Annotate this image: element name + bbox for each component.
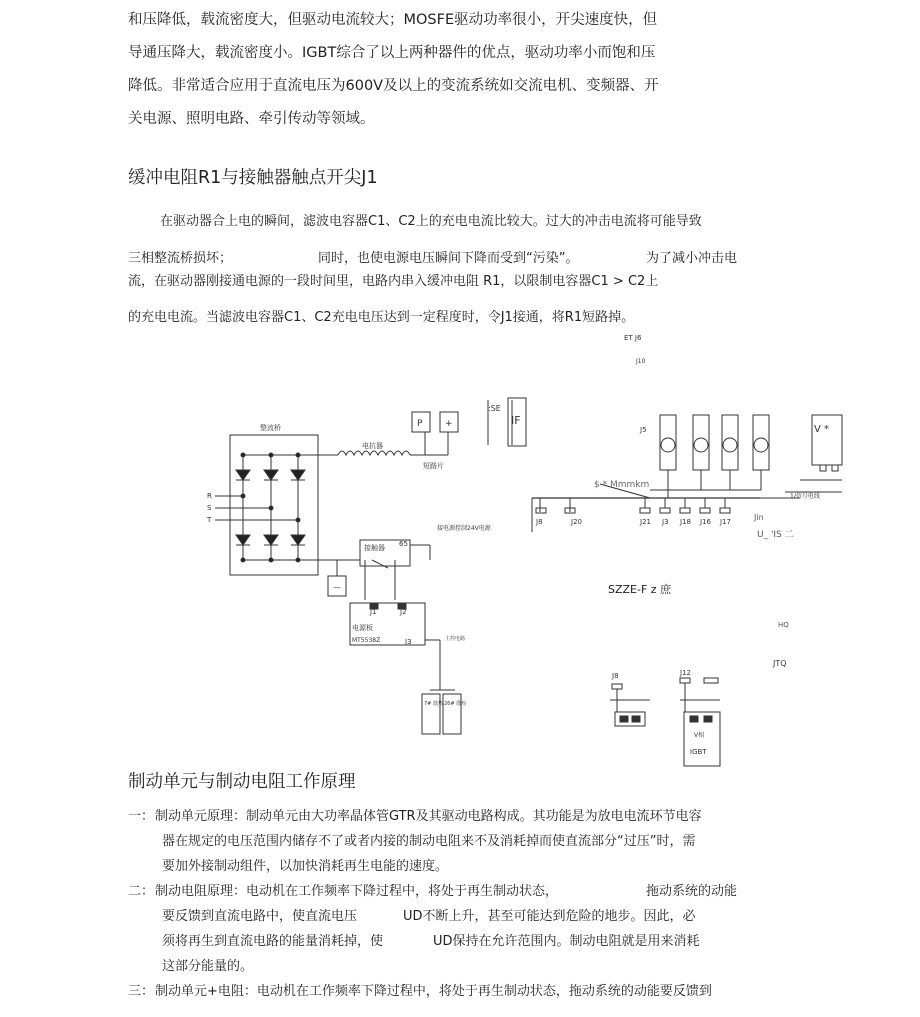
label-side-text: 主控电路	[445, 636, 466, 642]
list-item-3-label: 三：	[128, 984, 155, 999]
list-item-2-line-2b: UD不断上升，甚至可能达到危险的地步。因此，必	[403, 909, 696, 924]
intro-line-3: 降低。非常适合应用于直流电压为600V及以上的变流系统如交流电机、变频器、开	[128, 78, 659, 94]
label-if: IF	[511, 414, 521, 427]
label-fan1: 7# 散热	[424, 701, 443, 707]
label-p: P	[417, 419, 423, 429]
fan-1	[422, 694, 440, 734]
section1-title: 缓冲电阻R1与接触器触点开尖J1	[128, 168, 378, 188]
fan-2	[443, 694, 461, 734]
label-fan2: 26# 散热	[444, 701, 467, 707]
label-minus: —	[333, 583, 341, 592]
section1-para-line-2a: 三相整流桥损坏；	[128, 251, 233, 266]
intro-line-4: 关电源、照明电路、牵引传动等领域。	[128, 111, 375, 127]
igbt-module	[684, 712, 720, 766]
label-hq: HQ	[778, 621, 789, 629]
label-j1: J1	[370, 608, 377, 616]
list-item-1-line-2: 器在规定的电压范围内储存不了或者内接的制动电阻来不及消耗掉而使直流部分“过压”时，需	[162, 834, 696, 849]
label-j8a: J8	[536, 518, 543, 526]
label-jin: Jin	[754, 513, 764, 522]
label-igbt: IGBT	[690, 748, 707, 756]
list-item-1-line-1: 制动单元原理：制动单元由大功率晶体管GTR及其驱动电路构成。其功能是为放电电流环节电容	[155, 809, 702, 824]
label-j12: J12	[680, 669, 691, 677]
label-rectifier: 整流桥	[260, 424, 281, 432]
label-j2: J2	[400, 608, 407, 616]
label-et-j6: ET J6	[624, 334, 642, 342]
label-s: S	[207, 504, 212, 512]
list-item-2-line-3b: UD保持在允许范围内。制动电阻就是用来消耗	[433, 934, 700, 949]
section2-title: 制动单元与制动电阻工作原理	[128, 772, 356, 792]
reactor-coil	[338, 451, 410, 455]
section1-para-line-3: 流，在驱动器刚接通电源的一段时间里，电路内串入缓冲电阻 R1，以限制电容器C1 > C2上	[128, 274, 659, 289]
list-item-2-label: 二：	[128, 884, 155, 899]
label-plus: +	[445, 419, 453, 429]
label-j17: J17	[720, 518, 731, 526]
label-r: R	[207, 492, 212, 500]
label-jtq: JTQ	[773, 659, 787, 668]
label-vboard: V相	[694, 732, 705, 739]
label-board-model: MT5538Z	[352, 637, 381, 644]
list-item-3-line-1: 制动单元+电阻：电动机在工作频率下降过程中，将处于再生制动状态，拖动系统的动能要反馈到	[155, 984, 712, 999]
list-item-1-label: 一：	[128, 809, 155, 824]
label-j8b: J8	[612, 672, 619, 680]
j-connector-row	[640, 498, 730, 513]
label-model: SZZE-F z 庶	[608, 583, 672, 596]
section1-para-line-2c: 为了减小冲击电	[646, 251, 738, 266]
label-j20: J20	[571, 518, 582, 526]
section1-para-line-2b: 同时，也使电源电压瞬间下降而受到“污染”。	[318, 251, 579, 266]
label-dc24v: 接电源控制24V电源	[437, 525, 491, 532]
list-item-2-line-2a: 要反馈到直流电路中，使直流电压	[162, 909, 358, 924]
label-j16: J16	[700, 518, 711, 526]
label-j5: J5	[640, 426, 647, 434]
label-mmmkm: $ * Mmmkm	[594, 480, 650, 490]
label-j3b: J3	[662, 518, 669, 526]
list-item-1-line-3: 要加外接制动组件，以加快消耗再生电能的速度。	[162, 859, 449, 874]
label-reactor: 电抗器	[362, 442, 383, 450]
section1-para-line-4: 的充电电流。当滤波电容器C1、C2充电电压达到一定程度时，令J1接通，将R1短路掉。	[128, 310, 635, 325]
intro-line-1: 和压降低，载流密度大，但驱动电流较大；MOSFE驱动功率很小，开尖速度快，但	[128, 12, 658, 28]
list-item-2-line-1a: 制动电阻原理：电动机在工作频率下降过程中，将处于再生制动状态，	[155, 884, 559, 899]
label-j18: J18	[680, 518, 691, 526]
label-j10: J10	[636, 358, 646, 365]
label-signal: 1/信号电线	[790, 493, 820, 500]
intro-line-2: 导通压降大，载流密度小。IGBT综合了以上两种器件的优点，驱动功率小而饱和压	[128, 45, 656, 61]
label-short-piece: 短路片	[423, 462, 444, 470]
list-item-2-line-3a: 须将再生到直流电路的能量消耗掉，使	[162, 934, 384, 949]
list-item-2-line-4: 这部分能量的。	[162, 959, 254, 974]
label-se: :SE	[488, 404, 501, 413]
list-item-2-line-1b: 拖动系统的动能	[646, 884, 738, 899]
label-j21: J21	[640, 518, 651, 526]
section1-para-line-1: 在驱动器合上电的瞬间，滤波电容器C1、C2上的充电电流比较大。过大的冲击电流将可能导致	[160, 214, 702, 229]
label-k65: 65	[399, 540, 408, 548]
label-t: T	[207, 516, 212, 524]
label-u-is: U_ 'IS 二	[757, 530, 794, 540]
label-v-star: V *	[814, 424, 830, 435]
fan-group	[650, 415, 769, 498]
circuit-diagram	[0, 325, 920, 775]
label-j3: J3	[405, 638, 412, 646]
label-contactor: 接触器	[364, 544, 385, 552]
label-board: 电源板	[352, 624, 373, 632]
